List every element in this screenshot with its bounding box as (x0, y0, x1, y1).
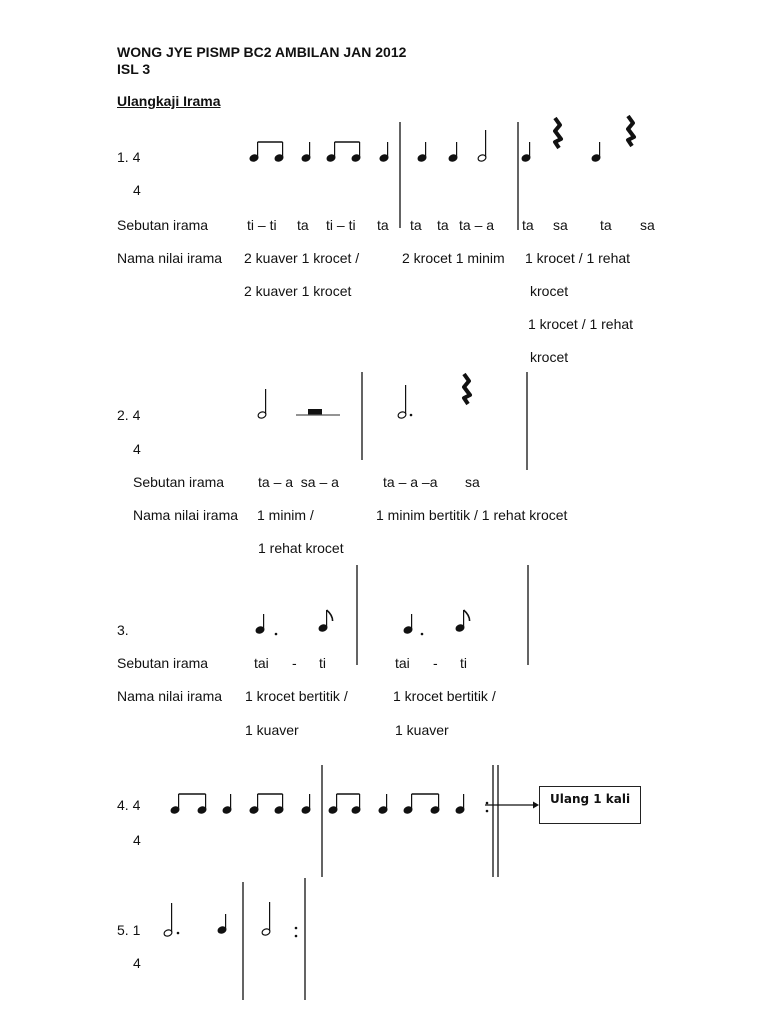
q5-time-top: 5. 1 (117, 922, 141, 938)
q3-syllable: - (292, 655, 297, 671)
q3-nama-value: 1 kuaver (395, 722, 449, 738)
q2-nama-label: Nama nilai irama (133, 507, 239, 523)
q1-nama-value: 1 krocet / 1 rehat (525, 250, 631, 266)
q2-syllable: sa (465, 474, 480, 490)
q1-nama-label: Nama nilai irama (117, 250, 223, 266)
q3-syllable: ti (460, 655, 467, 671)
q5-time-bottom: 4 (133, 955, 141, 971)
q3-syllable: - (433, 655, 438, 671)
note-flag (327, 610, 333, 621)
dot-icon (421, 633, 424, 636)
q2-nama-value: 1 rehat krocet (258, 540, 344, 556)
q3-sebutan-label: Sebutan irama (117, 655, 209, 671)
q2-time-bottom: 4 (133, 441, 141, 457)
q2-time-top: 2. 4 (117, 407, 141, 423)
q3-syllable: ti (319, 655, 326, 671)
q1-syllable: ta – a (459, 217, 495, 233)
q1-syllable: ta (522, 217, 534, 233)
q1-nama-value: 2 kuaver 1 krocet (244, 283, 352, 299)
q1-nama-value: 2 kuaver 1 krocet / (244, 250, 360, 266)
q1-nama-value: krocet (530, 283, 569, 299)
dot-icon (295, 935, 298, 938)
half-rest-icon (308, 409, 322, 415)
q3-number: 3. (117, 622, 129, 638)
q3-nama-value: 1 krocet bertitik / (245, 688, 348, 704)
q1-syllable: ta (600, 217, 612, 233)
q3-nama-value: 1 kuaver (245, 722, 299, 738)
q2-syllable: ta – a –a (383, 474, 438, 490)
q1-nama-value: 1 krocet / 1 rehat (528, 316, 634, 332)
q2-sebutan-label: Sebutan irama (133, 474, 225, 490)
q1-syllable: ti – ti (326, 217, 356, 233)
q3-nama-value: 1 krocet bertitik / (393, 688, 496, 704)
dot-icon (275, 633, 278, 636)
q2-nama-value: 1 minim bertitik / 1 rehat krocet (376, 507, 568, 523)
q1-nama-value: 2 krocet 1 minim (402, 250, 505, 266)
repeat-callout-text: Ulang 1 kali (550, 792, 631, 806)
quarter-rest-icon (464, 374, 470, 404)
q1-time-bottom: 4 (133, 182, 141, 198)
dot-icon (486, 802, 489, 805)
q1-time-top: 1. 4 (117, 149, 141, 165)
section-heading: Ulangkaji Irama (117, 93, 221, 109)
q3-syllable: tai (254, 655, 269, 671)
dot-icon (486, 810, 489, 813)
dot-icon (295, 927, 298, 930)
q2-syllable: ta – a sa – a (258, 474, 339, 490)
q1-syllable: ta (410, 217, 422, 233)
q1-nama-value: krocet (530, 349, 569, 365)
dot-icon (410, 414, 413, 417)
q1-syllable: ta (377, 217, 389, 233)
q1-sebutan-label: Sebutan irama (117, 217, 209, 233)
q1-syllable: sa (640, 217, 655, 233)
q2-nama-value: 1 minim / (257, 507, 314, 523)
dot-icon (177, 932, 180, 935)
q1-syllable: ta (297, 217, 309, 233)
q3-syllable: tai (395, 655, 410, 671)
q1-syllable: ta (437, 217, 449, 233)
q3-nama-label: Nama nilai irama (117, 688, 223, 704)
q1-syllable: sa (553, 217, 568, 233)
q1-syllable: ti – ti (247, 217, 277, 233)
q4-time-top: 4. 4 (117, 797, 141, 813)
doc-subtitle: ISL 3 (117, 61, 151, 77)
quarter-rest-icon (555, 118, 561, 148)
q4-time-bottom: 4 (133, 832, 141, 848)
quarter-rest-icon (628, 116, 634, 146)
doc-title: WONG JYE PISMP BC2 AMBILAN JAN 2012 (117, 44, 407, 60)
note-flag (464, 610, 470, 621)
repeat-callout-box (539, 786, 641, 824)
